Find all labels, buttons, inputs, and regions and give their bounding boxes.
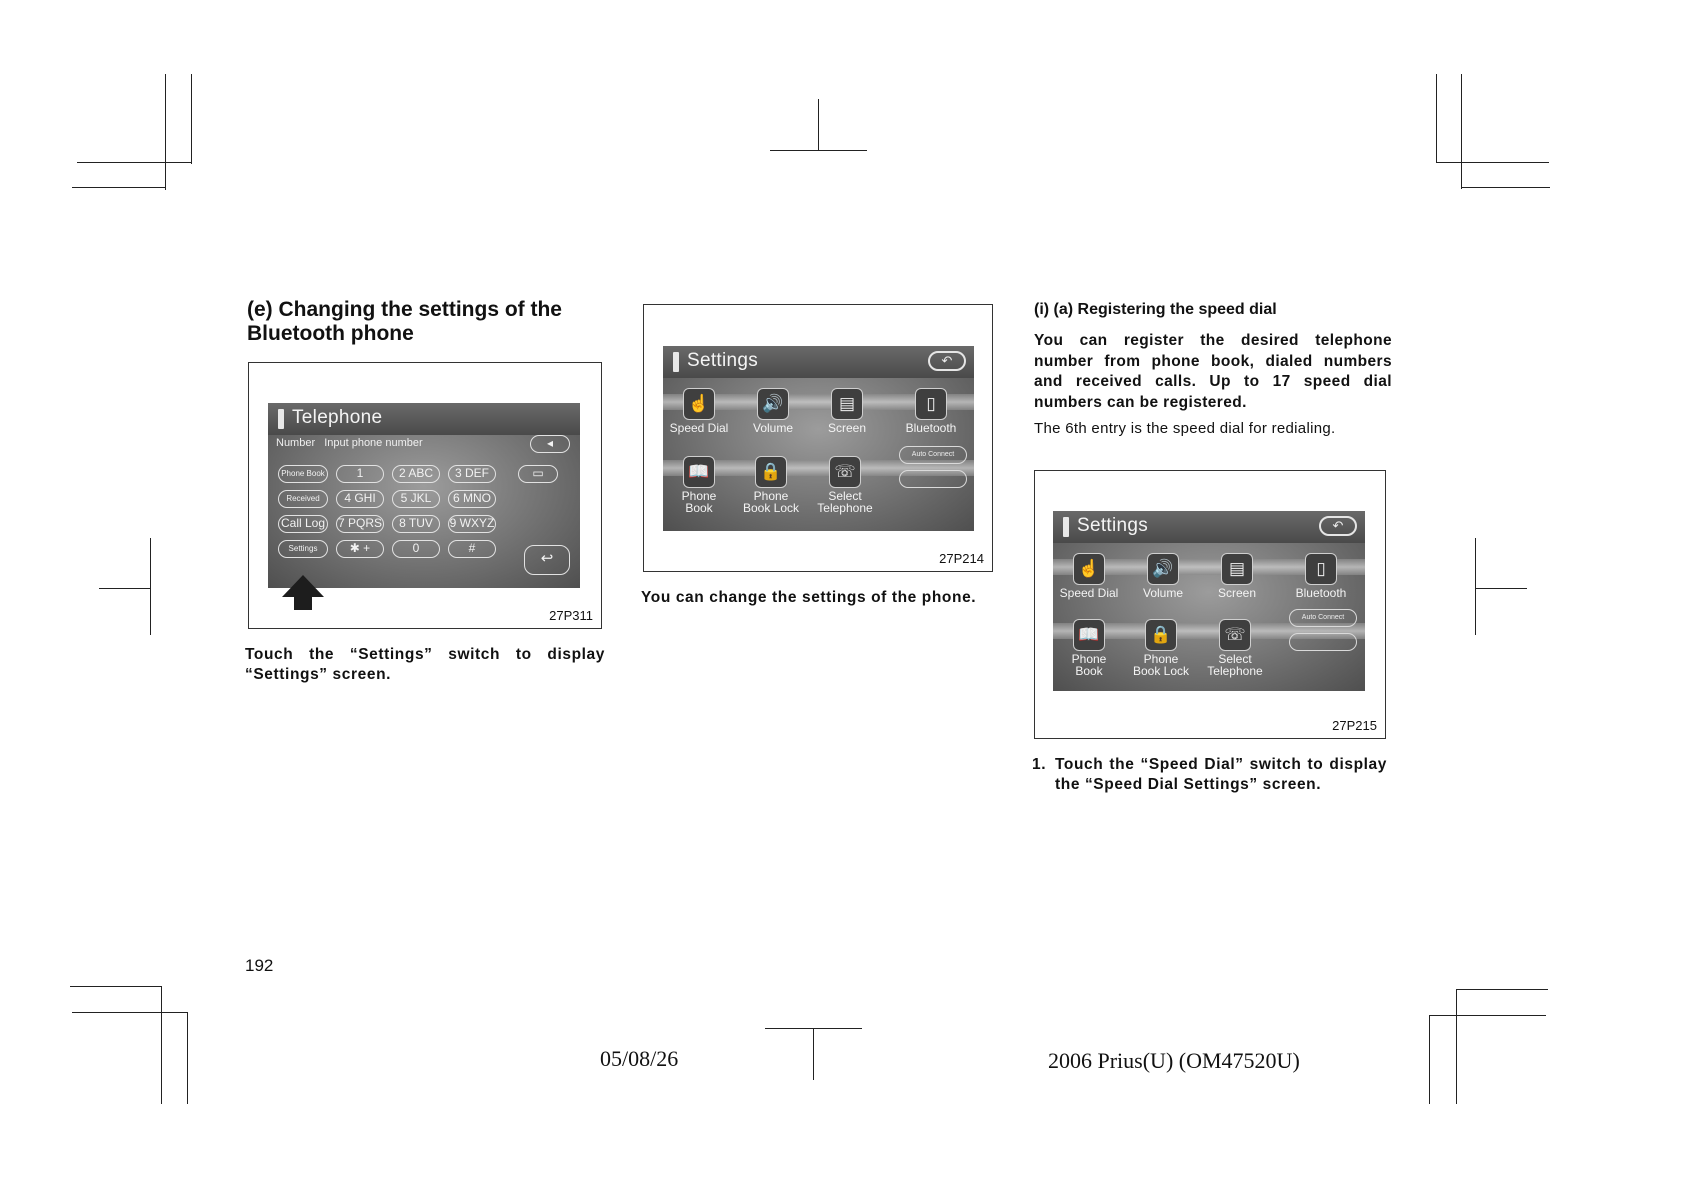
book-icon: 📖 [683,456,715,488]
speaker-icon: 🔊 [757,388,789,420]
key-3[interactable]: 3 DEF [448,465,496,483]
screen-title: Telephone [292,407,383,428]
screen-button[interactable]: ▤ Screen [1205,553,1269,599]
volume-button[interactable]: 🔊 Volume [1131,553,1195,599]
figure-id: 27P311 [549,608,593,623]
phone-book-button[interactable]: 📖 Phone Book [667,456,731,514]
auto-connect-button[interactable]: Auto Connect [899,446,967,464]
figure-telephone [248,362,602,629]
lock-icon: 🔒 [1145,619,1177,651]
screen-title: Settings [687,350,759,371]
speed-dial-button[interactable]: ☝ Speed Dial [1057,553,1121,599]
settings-screen-2 [1053,511,1365,691]
step-text: Touch the “Speed Dial” switch to display the “Speed Dial Settings” screen. [1055,756,1387,793]
screen-titlebar [268,403,580,435]
number-label: Number [276,437,316,449]
handset-icon: ☏ [829,456,861,488]
key-star[interactable]: ✱ + [336,540,384,558]
phone-book-lock-button[interactable]: 🔒 Phone Book Lock [739,456,803,514]
screen-titlebar [663,346,974,378]
select-telephone-button[interactable]: ☏ Select Telephone [813,456,877,514]
call-log-key[interactable]: Call Log [278,515,328,533]
figure-settings-1 [643,304,993,572]
telephone-screen [268,403,580,588]
screen-title: Settings [1077,515,1149,536]
print-date: 05/08/26 [600,1046,679,1071]
phone-icon: ▯ [1305,553,1337,585]
page-number: 192 [245,956,274,975]
step-number: 1. [1032,756,1047,773]
disabled-button [899,470,967,488]
handset-icon: ☏ [1219,619,1251,651]
key-8[interactable]: 8 TUV [392,515,440,533]
disabled-button [1289,633,1357,651]
section-heading: (e) Changing the settings of the Bluetooth phone [247,298,562,345]
settings-screen-1 [663,346,974,531]
screen-icon: ▤ [831,388,863,420]
settings-title-icon [1063,517,1069,537]
bluetooth-button[interactable]: ▯ Bluetooth [899,388,963,434]
key-4[interactable]: 4 GHI [336,490,384,508]
number-input[interactable]: Input phone number [324,437,423,449]
key-1[interactable]: 1 [336,465,384,483]
select-telephone-button[interactable]: ☏ Select Telephone [1203,619,1267,677]
volume-button[interactable]: 🔊 Volume [741,388,805,434]
received-key[interactable]: Received [278,490,328,508]
back-button[interactable]: ↶ [928,351,966,371]
key-7[interactable]: 7 PQRS [336,515,384,533]
screen-icon: ▤ [1221,553,1253,585]
auto-connect-button[interactable]: Auto Connect [1289,609,1357,627]
figure-id: 27P214 [939,551,984,566]
phone-book-key[interactable]: Phone Book [278,465,328,483]
phone-title-icon [278,409,284,429]
phone-book-button[interactable]: 📖 Phone Book [1057,619,1121,677]
key-6[interactable]: 6 MNO [448,490,496,508]
screen-titlebar [1053,511,1365,543]
call-button[interactable]: ↩ [524,545,570,575]
key-5[interactable]: 5 JKL [392,490,440,508]
key-0[interactable]: 0 [392,540,440,558]
intro-paragraph: You can register the desired telephone number from phone book, dialed numbers and received calls. Up to 17 speed dial numbers can be registered. [1034,332,1392,411]
figure-id: 27P215 [1332,718,1377,733]
phone-icon: ▯ [915,388,947,420]
key-2[interactable]: 2 ABC [392,465,440,483]
bluetooth-button[interactable]: ▯ Bluetooth [1289,553,1353,599]
caption-middle: You can change the settings of the phone. [641,589,977,606]
key-9[interactable]: 9 WXYZ [448,515,496,533]
book-icon: 📖 [1073,619,1105,651]
settings-key[interactable]: Settings [278,540,328,558]
note-paragraph: The 6th entry is the speed dial for redialing. [1034,420,1336,437]
backspace-button[interactable]: ◂ [530,435,570,453]
screen-button[interactable]: ▤ Screen [815,388,879,434]
caption-left: Touch the “Settings” switch to display “Settings” screen. [245,646,605,683]
pointer-arrow [282,575,324,597]
speaker-icon: 🔊 [1147,553,1179,585]
back-button[interactable]: ↶ [1319,516,1357,536]
key-hash[interactable]: # [448,540,496,558]
subsection-heading: (i) (a) Registering the speed dial [1034,301,1277,318]
hand-icon: ☝ [1073,553,1105,585]
keyboard-button[interactable]: ▭ [518,465,558,483]
settings-title-icon [673,352,679,372]
lock-icon: 🔒 [755,456,787,488]
figure-settings-2 [1034,470,1386,739]
document-id: 2006 Prius(U) (OM47520U) [1048,1048,1300,1073]
hand-icon: ☝ [683,388,715,420]
speed-dial-button[interactable]: ☝ Speed Dial [667,388,731,434]
phone-book-lock-button[interactable]: 🔒 Phone Book Lock [1129,619,1193,677]
